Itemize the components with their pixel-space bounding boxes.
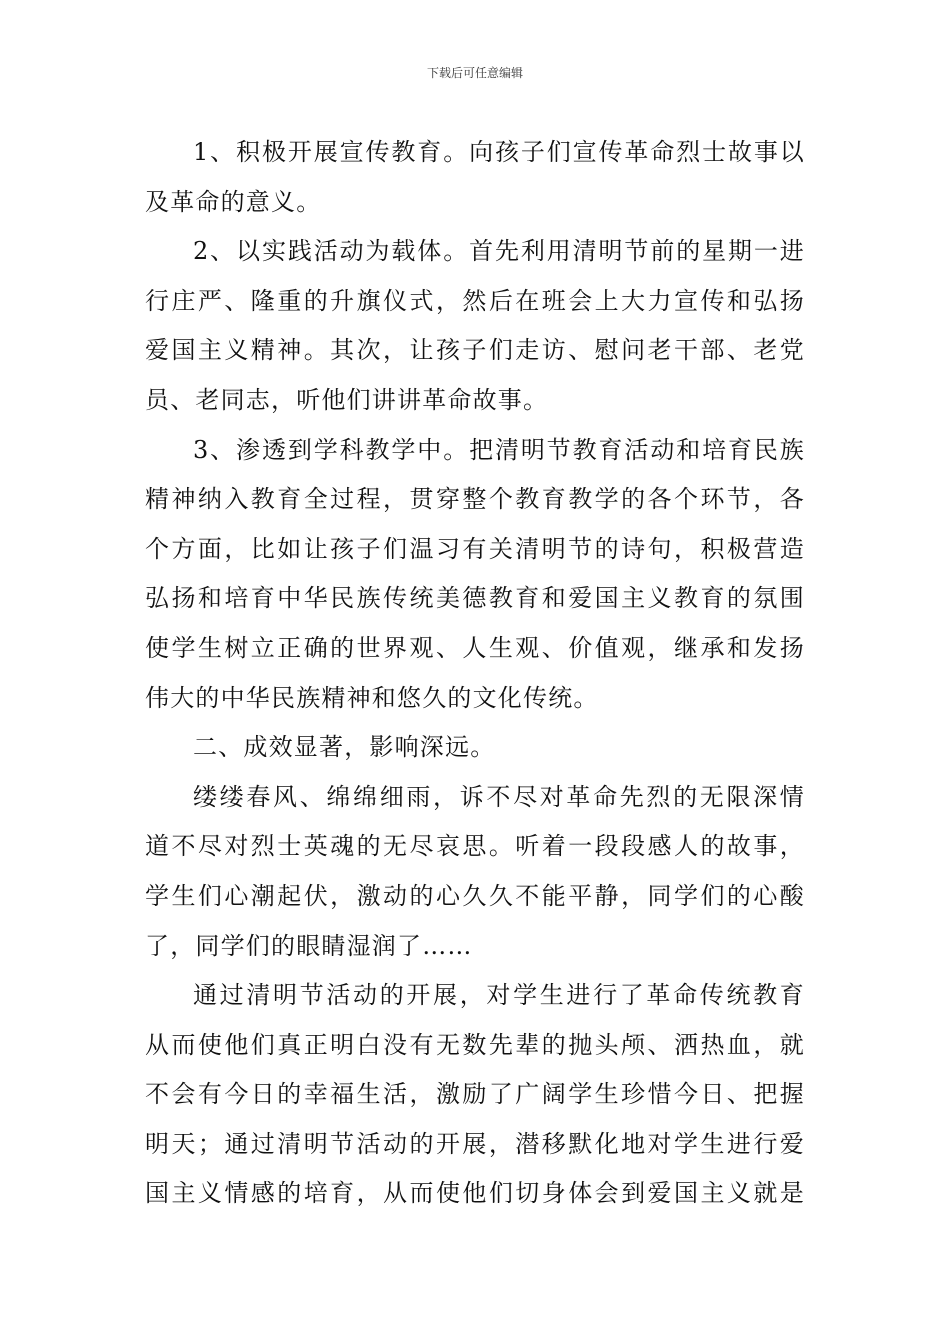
text-line: 1、积极开展宣传教育。向孩子们宣传革命烈士故事以 <box>193 138 805 166</box>
paragraph-3 <box>145 426 805 724</box>
text-line: 不会有今日的幸福生活，激励了广阔学生珍惜今日、把握 <box>145 1080 805 1109</box>
text-line: 伟大的中华民族精神和悠久的文化传统。 <box>145 683 599 712</box>
text-line: 学生们心潮起伏，激动的心久久不能平静，同学们的心酸 <box>145 881 805 910</box>
text-line: 行庄严、隆重的升旗仪式，然后在班会上大力宣传和弘扬 <box>145 286 805 315</box>
section-heading <box>145 723 805 773</box>
text-line: 精神纳入教育全过程，贯穿整个教育教学的各个环节，各 <box>145 485 805 514</box>
page-header: 下载后可任意编辑 <box>426 66 523 80</box>
paragraph-2 <box>145 227 805 425</box>
text-line: 从而使他们真正明白没有无数先辈的抛头颅、洒热血，就 <box>145 1030 805 1059</box>
text-line: 道不尽对烈士英魂的无尽哀思。听着一段段感人的故事， <box>145 832 805 861</box>
text-line: 明天；通过清明节活动的开展，潜移默化地对学生进行爱 <box>145 1129 805 1158</box>
text-line: 使学生树立正确的世界观、人生观、价值观，继承和发扬 <box>145 633 805 662</box>
text-line: 弘扬和培育中华民族传统美德教育和爱国主义教育的氛围 <box>145 584 805 613</box>
text-line: 了，同学们的眼睛湿润了…… <box>145 931 473 960</box>
text-line: 缕缕春风、绵绵细雨，诉不尽对革命先烈的无限深情 <box>193 782 805 811</box>
paragraph-4 <box>145 773 805 971</box>
paragraph-1 <box>145 128 805 227</box>
document-body <box>145 128 805 1219</box>
text-line: 爱国主义精神。其次，让孩子们走访、慰问老干部、老党 <box>145 336 805 365</box>
text-line: 员、老同志，听他们讲讲革命故事。 <box>145 385 549 414</box>
text-line: 国主义情感的培育，从而使他们切身体会到爱国主义就是 <box>145 1179 805 1208</box>
text-line: 及革命的意义。 <box>145 187 322 216</box>
text-line: 3、渗透到学科教学中。把清明节教育活动和培育民族 <box>193 435 805 464</box>
paragraph-5 <box>145 971 805 1219</box>
text-line: 通过清明节活动的开展，对学生进行了革命传统教育 <box>193 981 805 1010</box>
text-line: 2、以实践活动为载体。首先利用清明节前的星期一进 <box>193 237 805 266</box>
section-heading-text: 二、成效显著，影响深远。 <box>193 733 496 762</box>
text-line: 个方面，比如让孩子们温习有关清明节的诗句，积极营造 <box>145 534 805 563</box>
